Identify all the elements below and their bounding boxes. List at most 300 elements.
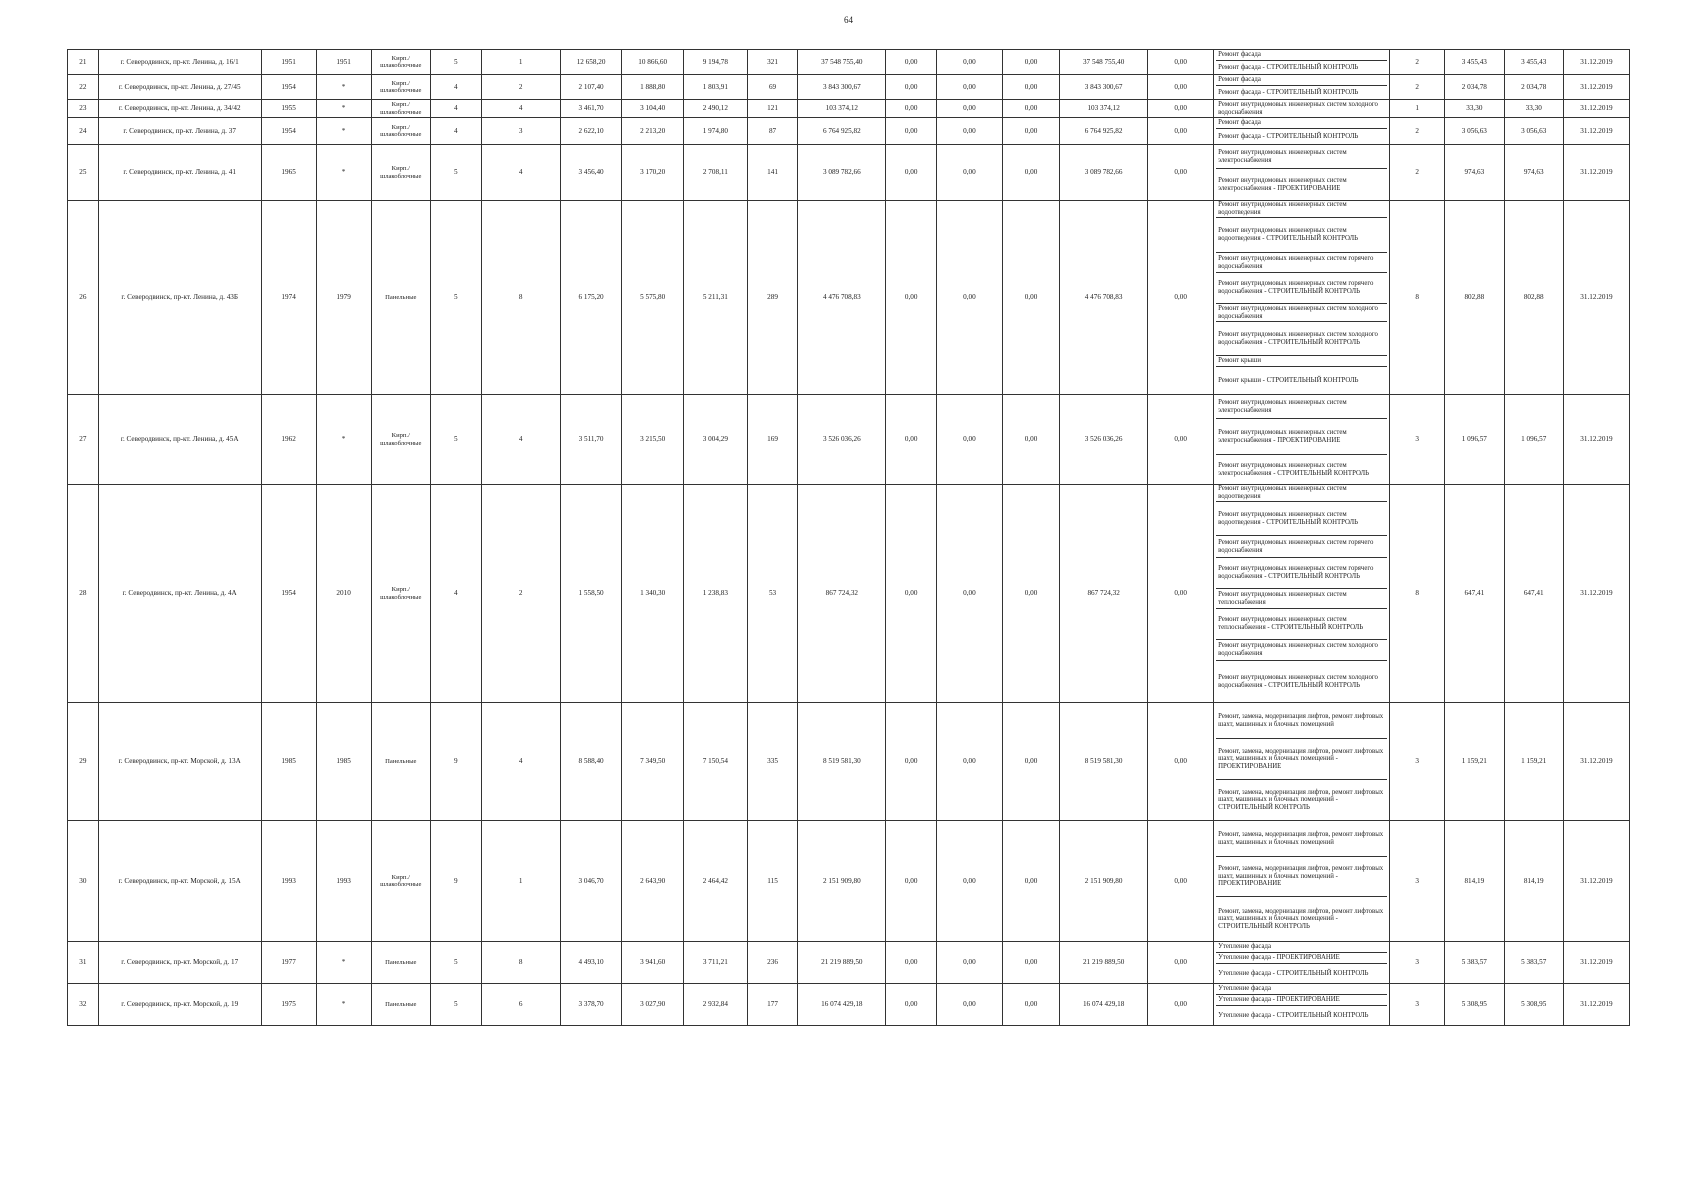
work-item: Ремонт внутридомовых инженерных систем холодного водоснабжения - СТРОИТЕЛЬНЫЙ КОНТРОЛЬ bbox=[1216, 322, 1387, 356]
floors: 9 bbox=[430, 703, 481, 821]
wall-material: Кирп./ шлакоблочные bbox=[371, 50, 430, 75]
fund-owners: 2 151 909,80 bbox=[1060, 821, 1148, 942]
unit-cost: 814,19 bbox=[1445, 821, 1504, 942]
work-item: Утепление фасада - СТРОИТЕЛЬНЫЙ КОНТРОЛЬ bbox=[1218, 1011, 1369, 1019]
work-item: Ремонт, замена, модернизация лифтов, ремонт лифтовых шахт, машинных и блочных помещений - ПРОЕКТИРОВАНИЕ bbox=[1216, 739, 1387, 780]
floors: 5 bbox=[430, 942, 481, 984]
fund-municipal: 0,00 bbox=[1002, 118, 1059, 145]
fund-municipal: 0,00 bbox=[1002, 703, 1059, 821]
year-built: 1977 bbox=[261, 942, 316, 984]
row-number: 30 bbox=[68, 821, 99, 942]
fund-municipal: 0,00 bbox=[1002, 201, 1059, 395]
year-overhaul: 1951 bbox=[316, 50, 371, 75]
total-cost: 6 764 925,82 bbox=[798, 118, 886, 145]
fund-other: 0,00 bbox=[1148, 703, 1214, 821]
work-item: Ремонт внутридомовых инженерных систем электроснабжения - ПРОЕКТИРОВАНИЕ bbox=[1218, 176, 1347, 192]
living-area: 3 170,20 bbox=[622, 145, 684, 201]
living-area: 2 213,20 bbox=[622, 118, 684, 145]
fund-other: 0,00 bbox=[1148, 75, 1214, 100]
completion-date: 31.12.2019 bbox=[1563, 201, 1629, 395]
entrances: 4 bbox=[481, 703, 560, 821]
residents-count: 169 bbox=[747, 395, 798, 485]
table-row bbox=[68, 942, 1630, 984]
total-cost: 2 151 909,80 bbox=[798, 821, 886, 942]
residential-area: 1 974,80 bbox=[683, 118, 747, 145]
max-unit-cost: 5 383,57 bbox=[1504, 942, 1563, 984]
year-built: 1954 bbox=[261, 118, 316, 145]
fund-regional: 0,00 bbox=[936, 485, 1002, 703]
residents-count: 115 bbox=[747, 821, 798, 942]
year-overhaul: * bbox=[316, 942, 371, 984]
work-item: Ремонт внутридомовых инженерных систем теплоснабжения - СТРОИТЕЛЬНЫЙ КОНТРОЛЬ bbox=[1216, 609, 1387, 640]
residential-area: 5 211,31 bbox=[683, 201, 747, 395]
page-number: 64 bbox=[844, 15, 853, 25]
residential-area: 1 803,91 bbox=[683, 75, 747, 100]
row-number: 32 bbox=[68, 984, 99, 1026]
fund-owners: 103 374,12 bbox=[1060, 100, 1148, 118]
table-row bbox=[68, 984, 1630, 1026]
row-number: 24 bbox=[68, 118, 99, 145]
table-row bbox=[68, 395, 1630, 485]
unit-cost: 1 096,57 bbox=[1445, 395, 1504, 485]
residents-count: 236 bbox=[747, 942, 798, 984]
fund-regional: 0,00 bbox=[936, 50, 1002, 75]
completion-date: 31.12.2019 bbox=[1563, 821, 1629, 942]
work-item: Ремонт крыши - СТРОИТЕЛЬНЫЙ КОНТРОЛЬ bbox=[1218, 376, 1359, 384]
work-item: Ремонт, замена, модернизация лифтов, ремонт лифтовых шахт, машинных и блочных помещений - ПРОЕКТИРОВАНИЕ bbox=[1216, 857, 1387, 897]
table-row bbox=[68, 118, 1630, 145]
table-row bbox=[68, 821, 1630, 942]
row-number: 28 bbox=[68, 485, 99, 703]
residential-area: 3 711,21 bbox=[683, 942, 747, 984]
completion-date: 31.12.2019 bbox=[1563, 942, 1629, 984]
fund-municipal: 0,00 bbox=[1002, 485, 1059, 703]
fund-regional: 0,00 bbox=[936, 100, 1002, 118]
table-body bbox=[68, 50, 1630, 1026]
address-cell: г. Северодвинск, пр-кт. Ленина, д. 37 bbox=[98, 118, 261, 145]
works-count: 2 bbox=[1390, 145, 1445, 201]
total-cost: 16 074 429,18 bbox=[798, 984, 886, 1026]
entrances: 4 bbox=[481, 100, 560, 118]
work-item: Ремонт фасада bbox=[1216, 118, 1387, 129]
works-list bbox=[1214, 485, 1390, 703]
completion-date: 31.12.2019 bbox=[1563, 485, 1629, 703]
year-built: 1962 bbox=[261, 395, 316, 485]
fund-federal: 0,00 bbox=[886, 50, 937, 75]
total-cost: 103 374,12 bbox=[798, 100, 886, 118]
residents-count: 321 bbox=[747, 50, 798, 75]
work-item: Ремонт внутридомовых инженерных систем электроснабжения - СТРОИТЕЛЬНЫЙ КОНТРОЛЬ bbox=[1218, 461, 1370, 477]
fund-regional: 0,00 bbox=[936, 201, 1002, 395]
address-cell: г. Северодвинск, пр-кт. Ленина, д. 45А bbox=[98, 395, 261, 485]
entrances: 8 bbox=[481, 942, 560, 984]
fund-municipal: 0,00 bbox=[1002, 75, 1059, 100]
year-built: 1951 bbox=[261, 50, 316, 75]
completion-date: 31.12.2019 bbox=[1563, 395, 1629, 485]
works-count: 3 bbox=[1390, 984, 1445, 1026]
row-number: 25 bbox=[68, 145, 99, 201]
entrances: 3 bbox=[481, 118, 560, 145]
year-overhaul: 1993 bbox=[316, 821, 371, 942]
address-cell: г. Северодвинск, пр-кт. Морской, д. 19 bbox=[98, 984, 261, 1026]
wall-material: Кирп./ шлакоблочные bbox=[371, 395, 430, 485]
fund-owners: 16 074 429,18 bbox=[1060, 984, 1148, 1026]
fund-regional: 0,00 bbox=[936, 703, 1002, 821]
wall-material: Кирп./ шлакоблочные bbox=[371, 118, 430, 145]
living-area: 10 866,60 bbox=[622, 50, 684, 75]
floors: 5 bbox=[430, 984, 481, 1026]
total-area: 3 378,70 bbox=[560, 984, 622, 1026]
table-row bbox=[68, 485, 1630, 703]
works-list bbox=[1214, 118, 1390, 145]
fund-federal: 0,00 bbox=[886, 984, 937, 1026]
floors: 4 bbox=[430, 75, 481, 100]
total-area: 12 658,20 bbox=[560, 50, 622, 75]
fund-other: 0,00 bbox=[1148, 100, 1214, 118]
address-cell: г. Северодвинск, пр-кт. Морской, д. 15А bbox=[98, 821, 261, 942]
residential-area: 3 004,29 bbox=[683, 395, 747, 485]
unit-cost: 5 308,95 bbox=[1445, 984, 1504, 1026]
fund-other: 0,00 bbox=[1148, 118, 1214, 145]
fund-other: 0,00 bbox=[1148, 485, 1214, 703]
fund-municipal: 0,00 bbox=[1002, 50, 1059, 75]
works-count: 8 bbox=[1390, 201, 1445, 395]
work-item: Ремонт, замена, модернизация лифтов, ремонт лифтовых шахт, машинных и блочных помещений bbox=[1216, 821, 1387, 857]
work-item: Ремонт внутридомовых инженерных систем холодного водоснабжения bbox=[1218, 100, 1378, 116]
address-cell: г. Северодвинск, пр-кт. Ленина, д. 4А bbox=[98, 485, 261, 703]
residential-area: 7 150,54 bbox=[683, 703, 747, 821]
year-overhaul: * bbox=[316, 75, 371, 100]
fund-other: 0,00 bbox=[1148, 50, 1214, 75]
works-count: 3 bbox=[1390, 821, 1445, 942]
floors: 5 bbox=[430, 395, 481, 485]
year-built: 1955 bbox=[261, 100, 316, 118]
fund-municipal: 0,00 bbox=[1002, 821, 1059, 942]
fund-other: 0,00 bbox=[1148, 395, 1214, 485]
fund-municipal: 0,00 bbox=[1002, 984, 1059, 1026]
works-list bbox=[1214, 395, 1390, 485]
address-cell: г. Северодвинск, пр-кт. Ленина, д. 27/45 bbox=[98, 75, 261, 100]
works-count: 2 bbox=[1390, 75, 1445, 100]
work-item: Утепление фасада - СТРОИТЕЛЬНЫЙ КОНТРОЛЬ bbox=[1218, 969, 1369, 977]
work-item: Утепление фасада - ПРОЕКТИРОВАНИЕ bbox=[1216, 995, 1387, 1006]
living-area: 3 104,40 bbox=[622, 100, 684, 118]
fund-federal: 0,00 bbox=[886, 118, 937, 145]
living-area: 5 575,80 bbox=[622, 201, 684, 395]
works-count: 3 bbox=[1390, 395, 1445, 485]
fund-regional: 0,00 bbox=[936, 145, 1002, 201]
wall-material: Кирп./ шлакоблочные bbox=[371, 485, 430, 703]
fund-owners: 3 089 782,66 bbox=[1060, 145, 1148, 201]
fund-owners: 21 219 889,50 bbox=[1060, 942, 1148, 984]
table-row bbox=[68, 201, 1630, 395]
address-cell: г. Северодвинск, пр-кт. Морской, д. 17 bbox=[98, 942, 261, 984]
work-item: Ремонт внутридомовых инженерных систем водоотведения - СТРОИТЕЛЬНЫЙ КОНТРОЛЬ bbox=[1216, 502, 1387, 536]
fund-regional: 0,00 bbox=[936, 821, 1002, 942]
max-unit-cost: 814,19 bbox=[1504, 821, 1563, 942]
fund-other: 0,00 bbox=[1148, 201, 1214, 395]
work-item: Ремонт внутридомовых инженерных систем водоотведения bbox=[1216, 201, 1387, 218]
fund-owners: 867 724,32 bbox=[1060, 485, 1148, 703]
row-number: 31 bbox=[68, 942, 99, 984]
wall-material: Кирп./ шлакоблочные bbox=[371, 100, 430, 118]
work-item: Ремонт внутридомовых инженерных систем горячего водоснабжения - СТРОИТЕЛЬНЫЙ КОНТРОЛЬ bbox=[1216, 558, 1387, 589]
work-item: Ремонт внутридомовых инженерных систем холодного водоснабжения bbox=[1216, 304, 1387, 322]
wall-material: Кирп./ шлакоблочные bbox=[371, 75, 430, 100]
completion-date: 31.12.2019 bbox=[1563, 984, 1629, 1026]
work-item: Ремонт фасада - СТРОИТЕЛЬНЫЙ КОНТРОЛЬ bbox=[1218, 88, 1359, 96]
fund-other: 0,00 bbox=[1148, 942, 1214, 984]
unit-cost: 802,88 bbox=[1445, 201, 1504, 395]
residential-area: 9 194,78 bbox=[683, 50, 747, 75]
total-area: 2 107,40 bbox=[560, 75, 622, 100]
fund-other: 0,00 bbox=[1148, 984, 1214, 1026]
row-number: 27 bbox=[68, 395, 99, 485]
year-built: 1974 bbox=[261, 201, 316, 395]
residents-count: 121 bbox=[747, 100, 798, 118]
entrances: 2 bbox=[481, 75, 560, 100]
residential-area: 1 238,83 bbox=[683, 485, 747, 703]
work-item: Утепление фасада - ПРОЕКТИРОВАНИЕ bbox=[1216, 953, 1387, 964]
residents-count: 69 bbox=[747, 75, 798, 100]
total-area: 1 558,50 bbox=[560, 485, 622, 703]
work-item: Ремонт крыши bbox=[1216, 356, 1387, 367]
year-overhaul: * bbox=[316, 145, 371, 201]
fund-federal: 0,00 bbox=[886, 942, 937, 984]
living-area: 7 349,50 bbox=[622, 703, 684, 821]
table-row bbox=[68, 100, 1630, 118]
works-count: 1 bbox=[1390, 100, 1445, 118]
works-count: 2 bbox=[1390, 50, 1445, 75]
wall-material: Панельные bbox=[371, 984, 430, 1026]
work-item: Ремонт, замена, модернизация лифтов, ремонт лифтовых шахт, машинных и блочных помещений bbox=[1216, 703, 1387, 739]
completion-date: 31.12.2019 bbox=[1563, 118, 1629, 145]
total-area: 3 511,70 bbox=[560, 395, 622, 485]
row-number: 22 bbox=[68, 75, 99, 100]
living-area: 3 027,90 bbox=[622, 984, 684, 1026]
total-area: 8 588,40 bbox=[560, 703, 622, 821]
max-unit-cost: 1 096,57 bbox=[1504, 395, 1563, 485]
living-area: 1 888,80 bbox=[622, 75, 684, 100]
residents-count: 141 bbox=[747, 145, 798, 201]
work-item: Ремонт внутридомовых инженерных систем горячего водоснабжения - СТРОИТЕЛЬНЫЙ КОНТРОЛЬ bbox=[1216, 273, 1387, 304]
work-item: Ремонт фасада - СТРОИТЕЛЬНЫЙ КОНТРОЛЬ bbox=[1218, 63, 1359, 71]
works-count: 8 bbox=[1390, 485, 1445, 703]
fund-regional: 0,00 bbox=[936, 984, 1002, 1026]
floors: 5 bbox=[430, 145, 481, 201]
completion-date: 31.12.2019 bbox=[1563, 75, 1629, 100]
work-item: Ремонт внутридомовых инженерных систем электроснабжения - ПРОЕКТИРОВАНИЕ bbox=[1216, 419, 1387, 455]
entrances: 1 bbox=[481, 821, 560, 942]
works-count: 3 bbox=[1390, 942, 1445, 984]
total-cost: 37 548 755,40 bbox=[798, 50, 886, 75]
floors: 5 bbox=[430, 201, 481, 395]
wall-material: Панельные bbox=[371, 201, 430, 395]
fund-federal: 0,00 bbox=[886, 145, 937, 201]
fund-owners: 37 548 755,40 bbox=[1060, 50, 1148, 75]
fund-federal: 0,00 bbox=[886, 100, 937, 118]
fund-federal: 0,00 bbox=[886, 485, 937, 703]
floors: 5 bbox=[430, 50, 481, 75]
work-item: Ремонт внутридомовых инженерных систем холодного водоснабжения - СТРОИТЕЛЬНЫЙ КОНТРОЛЬ bbox=[1218, 673, 1378, 689]
max-unit-cost: 802,88 bbox=[1504, 201, 1563, 395]
work-item: Ремонт внутридомовых инженерных систем водоотведения bbox=[1216, 485, 1387, 502]
unit-cost: 3 056,63 bbox=[1445, 118, 1504, 145]
entrances: 8 bbox=[481, 201, 560, 395]
total-cost: 3 526 036,26 bbox=[798, 395, 886, 485]
year-overhaul: 2010 bbox=[316, 485, 371, 703]
fund-federal: 0,00 bbox=[886, 201, 937, 395]
wall-material: Панельные bbox=[371, 703, 430, 821]
work-item: Ремонт фасада - СТРОИТЕЛЬНЫЙ КОНТРОЛЬ bbox=[1218, 132, 1359, 140]
total-cost: 3 089 782,66 bbox=[798, 145, 886, 201]
total-cost: 867 724,32 bbox=[798, 485, 886, 703]
entrances: 1 bbox=[481, 50, 560, 75]
works-list bbox=[1214, 821, 1390, 942]
year-built: 1985 bbox=[261, 703, 316, 821]
residential-area: 2 932,84 bbox=[683, 984, 747, 1026]
work-item: Ремонт фасада bbox=[1216, 50, 1387, 61]
row-number: 29 bbox=[68, 703, 99, 821]
year-built: 1954 bbox=[261, 75, 316, 100]
year-overhaul: * bbox=[316, 984, 371, 1026]
year-built: 1993 bbox=[261, 821, 316, 942]
floors: 4 bbox=[430, 485, 481, 703]
year-built: 1975 bbox=[261, 984, 316, 1026]
residents-count: 87 bbox=[747, 118, 798, 145]
max-unit-cost: 1 159,21 bbox=[1504, 703, 1563, 821]
completion-date: 31.12.2019 bbox=[1563, 145, 1629, 201]
work-item: Ремонт, замена, модернизация лифтов, ремонт лифтовых шахт, машинных и блочных помещений - СТРОИТЕЛЬНЫЙ КОНТРОЛЬ bbox=[1218, 907, 1384, 930]
fund-federal: 0,00 bbox=[886, 395, 937, 485]
fund-owners: 8 519 581,30 bbox=[1060, 703, 1148, 821]
address-cell: г. Северодвинск, пр-кт. Ленина, д. 43Б bbox=[98, 201, 261, 395]
row-number: 26 bbox=[68, 201, 99, 395]
fund-owners: 4 476 708,83 bbox=[1060, 201, 1148, 395]
residential-area: 2 464,42 bbox=[683, 821, 747, 942]
max-unit-cost: 3 455,43 bbox=[1504, 50, 1563, 75]
completion-date: 31.12.2019 bbox=[1563, 703, 1629, 821]
address-cell: г. Северодвинск, пр-кт. Морской, д. 13А bbox=[98, 703, 261, 821]
year-overhaul: * bbox=[316, 118, 371, 145]
works-list bbox=[1214, 984, 1390, 1026]
address-cell: г. Северодвинск, пр-кт. Ленина, д. 41 bbox=[98, 145, 261, 201]
wall-material: Кирп./ шлакоблочные bbox=[371, 145, 430, 201]
year-overhaul: * bbox=[316, 100, 371, 118]
max-unit-cost: 5 308,95 bbox=[1504, 984, 1563, 1026]
work-item: Ремонт внутридомовых инженерных систем водоотведения - СТРОИТЕЛЬНЫЙ КОНТРОЛЬ bbox=[1216, 218, 1387, 253]
table-row bbox=[68, 145, 1630, 201]
works-list bbox=[1214, 201, 1390, 395]
residential-area: 2 490,12 bbox=[683, 100, 747, 118]
repair-program-table bbox=[67, 49, 1630, 1026]
unit-cost: 3 455,43 bbox=[1445, 50, 1504, 75]
fund-municipal: 0,00 bbox=[1002, 395, 1059, 485]
works-list bbox=[1214, 703, 1390, 821]
row-number: 23 bbox=[68, 100, 99, 118]
works-list bbox=[1214, 942, 1390, 984]
residents-count: 335 bbox=[747, 703, 798, 821]
fund-municipal: 0,00 bbox=[1002, 942, 1059, 984]
wall-material: Кирп./ шлакоблочные bbox=[371, 821, 430, 942]
works-list bbox=[1214, 50, 1390, 75]
row-number: 21 bbox=[68, 50, 99, 75]
year-built: 1954 bbox=[261, 485, 316, 703]
unit-cost: 33,30 bbox=[1445, 100, 1504, 118]
fund-owners: 6 764 925,82 bbox=[1060, 118, 1148, 145]
entrances: 4 bbox=[481, 395, 560, 485]
fund-federal: 0,00 bbox=[886, 703, 937, 821]
fund-other: 0,00 bbox=[1148, 821, 1214, 942]
address-cell: г. Северодвинск, пр-кт. Ленина, д. 34/42 bbox=[98, 100, 261, 118]
works-count: 3 bbox=[1390, 703, 1445, 821]
total-cost: 8 519 581,30 bbox=[798, 703, 886, 821]
table-row bbox=[68, 75, 1630, 100]
max-unit-cost: 647,41 bbox=[1504, 485, 1563, 703]
entrances: 2 bbox=[481, 485, 560, 703]
living-area: 1 340,30 bbox=[622, 485, 684, 703]
max-unit-cost: 3 056,63 bbox=[1504, 118, 1563, 145]
table-row bbox=[68, 50, 1630, 75]
total-cost: 3 843 300,67 bbox=[798, 75, 886, 100]
work-item: Ремонт внутридомовых инженерных систем теплоснабжения bbox=[1216, 589, 1387, 609]
unit-cost: 2 034,78 bbox=[1445, 75, 1504, 100]
unit-cost: 1 159,21 bbox=[1445, 703, 1504, 821]
works-list bbox=[1214, 145, 1390, 201]
work-item: Ремонт внутридомовых инженерных систем горячего водоснабжения bbox=[1216, 536, 1387, 558]
fund-other: 0,00 bbox=[1148, 145, 1214, 201]
total-area: 3 456,40 bbox=[560, 145, 622, 201]
work-item: Ремонт внутридомовых инженерных систем электроснабжения bbox=[1216, 145, 1387, 169]
total-area: 6 175,20 bbox=[560, 201, 622, 395]
fund-federal: 0,00 bbox=[886, 75, 937, 100]
residents-count: 53 bbox=[747, 485, 798, 703]
year-overhaul: 1985 bbox=[316, 703, 371, 821]
entrances: 6 bbox=[481, 984, 560, 1026]
completion-date: 31.12.2019 bbox=[1563, 50, 1629, 75]
floors: 4 bbox=[430, 100, 481, 118]
unit-cost: 5 383,57 bbox=[1445, 942, 1504, 984]
total-cost: 21 219 889,50 bbox=[798, 942, 886, 984]
works-count: 2 bbox=[1390, 118, 1445, 145]
table-row bbox=[68, 703, 1630, 821]
work-item: Ремонт внутридомовых инженерных систем электроснабжения bbox=[1216, 395, 1387, 419]
residents-count: 177 bbox=[747, 984, 798, 1026]
year-built: 1965 bbox=[261, 145, 316, 201]
fund-municipal: 0,00 bbox=[1002, 100, 1059, 118]
fund-owners: 3 526 036,26 bbox=[1060, 395, 1148, 485]
work-item: Утепление фасада bbox=[1216, 942, 1387, 953]
fund-regional: 0,00 bbox=[936, 395, 1002, 485]
fund-regional: 0,00 bbox=[936, 75, 1002, 100]
wall-material: Панельные bbox=[371, 942, 430, 984]
fund-regional: 0,00 bbox=[936, 942, 1002, 984]
max-unit-cost: 33,30 bbox=[1504, 100, 1563, 118]
max-unit-cost: 974,63 bbox=[1504, 145, 1563, 201]
entrances: 4 bbox=[481, 145, 560, 201]
total-area: 4 493,10 bbox=[560, 942, 622, 984]
total-area: 3 461,70 bbox=[560, 100, 622, 118]
living-area: 3 941,60 bbox=[622, 942, 684, 984]
address-cell: г. Северодвинск, пр-кт. Ленина, д. 16/1 bbox=[98, 50, 261, 75]
work-item: Ремонт внутридомовых инженерных систем горячего водоснабжения bbox=[1216, 253, 1387, 273]
total-area: 3 046,70 bbox=[560, 821, 622, 942]
year-overhaul: * bbox=[316, 395, 371, 485]
total-area: 2 622,10 bbox=[560, 118, 622, 145]
fund-federal: 0,00 bbox=[886, 821, 937, 942]
residents-count: 289 bbox=[747, 201, 798, 395]
floors: 9 bbox=[430, 821, 481, 942]
